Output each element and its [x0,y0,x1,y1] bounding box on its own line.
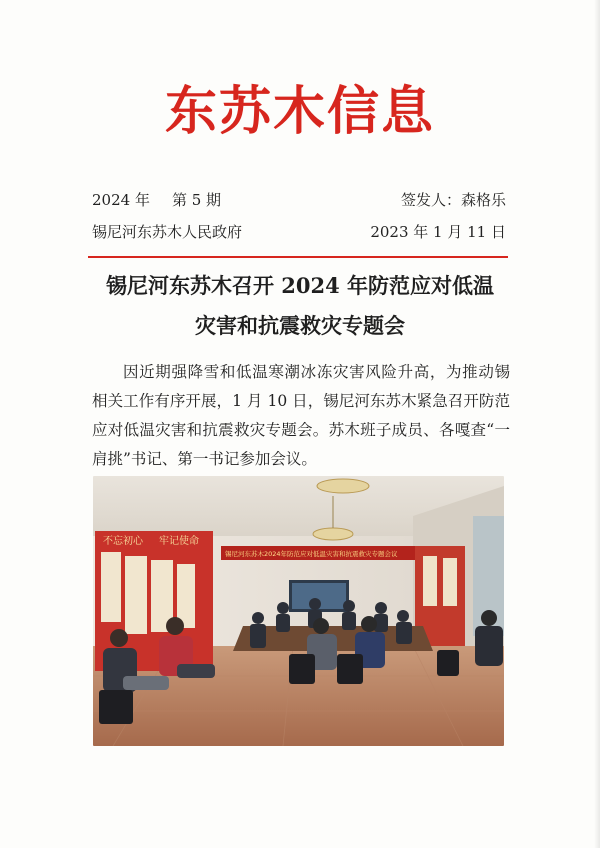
issuing-organization: 锡尼河东苏木人民政府 [92,223,243,241]
article-title-line-1: 锡尼河东苏木召开 2024 年防范应对低温 [105,273,495,298]
article-title-line-2: 灾害和抗震救灾专题会 [195,313,405,338]
meeting-photo [93,476,504,746]
scan-edge-shadow [594,0,600,848]
issue-date: 2023 年 1 月 11 日 [370,223,506,241]
article-body-paragraph: 因近期强降雪和低温寒潮冰冻灾害风险升高，为推动锡相关工作有序开展，1 月 10 日，锡尼河东苏木紧急召开防范应对低温灾害和抗震救灾专题会。苏木班子成员、各嘎查“一肩挑”书记、第一书记参加会议。 [92,363,510,468]
red-divider-line [88,256,508,258]
org-date-row [92,222,506,242]
issue-period: 第 5 期 [171,191,222,209]
issue-number [92,190,221,210]
issue-meta-row [92,190,506,210]
wall-slogan-left: 不忘初心 [103,536,143,547]
masthead-title: 东苏木信息 [164,82,435,142]
issue-year: 2024 年 [92,191,150,209]
issuer-signature: 签发人：森格乐 [400,191,506,209]
meeting-banner: 锡尼河东苏木2024年防范应对低温灾害和抗震救灾专题会议 [225,550,398,558]
wall-slogan-right: 牢记使命 [159,536,199,547]
